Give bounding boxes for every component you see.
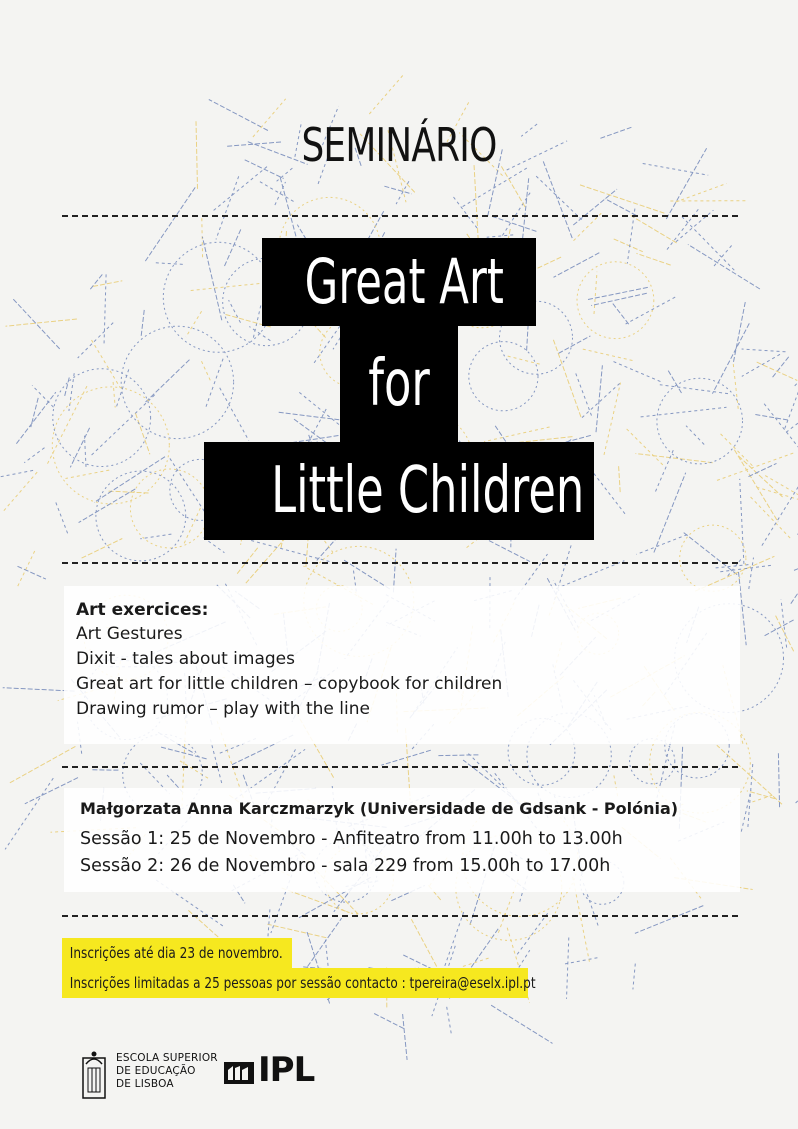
divider-lower — [62, 766, 738, 768]
school-crest-icon — [82, 1050, 106, 1100]
exercises-panel — [64, 586, 740, 744]
sessions-panel — [64, 788, 740, 892]
session-item: Sessão 1: 25 de Novembro - Anfiteatro from 11.00h to 13.00h — [80, 829, 623, 849]
speaker-name: Małgorzata Anna Karczmarzyk (Universidade de Gdsank - Polónia) — [80, 799, 679, 818]
headline-line-2: for — [340, 326, 458, 442]
divider-bottom — [62, 915, 738, 917]
headline-line-1: Great Art — [262, 238, 536, 326]
exercise-item: Drawing rumor – play with the line — [76, 699, 370, 719]
divider-top — [62, 215, 738, 217]
exercise-item: Dixit - tales about images — [76, 649, 295, 669]
school-name: ESCOLA SUPERIOR DE EDUCAÇÃO DE LISBOA — [116, 1052, 218, 1090]
exercises-heading: Art exercices: — [76, 600, 209, 620]
seminar-title: SEMINÁRIO — [301, 118, 497, 172]
registration-deadline: Inscrições até dia 23 de novembro. — [62, 938, 292, 968]
headline-line-3: Little Children — [204, 442, 594, 540]
session-item: Sessão 2: 26 de Novembro - sala 229 from 15.00h to 17.00h — [80, 856, 611, 876]
ipl-logo-text: IPL — [258, 1050, 315, 1090]
divider-middle — [62, 562, 738, 564]
ipl-symbol-icon — [224, 1058, 254, 1088]
exercise-item: Art Gestures — [76, 624, 183, 644]
registration-contact: Inscrições limitadas a 25 pessoas por sessão contacto : tpereira@eselx.ipl.pt — [62, 968, 528, 998]
exercise-item: Great art for little children – copybook for children — [76, 674, 503, 694]
globe-dashes — [0, 74, 798, 1060]
